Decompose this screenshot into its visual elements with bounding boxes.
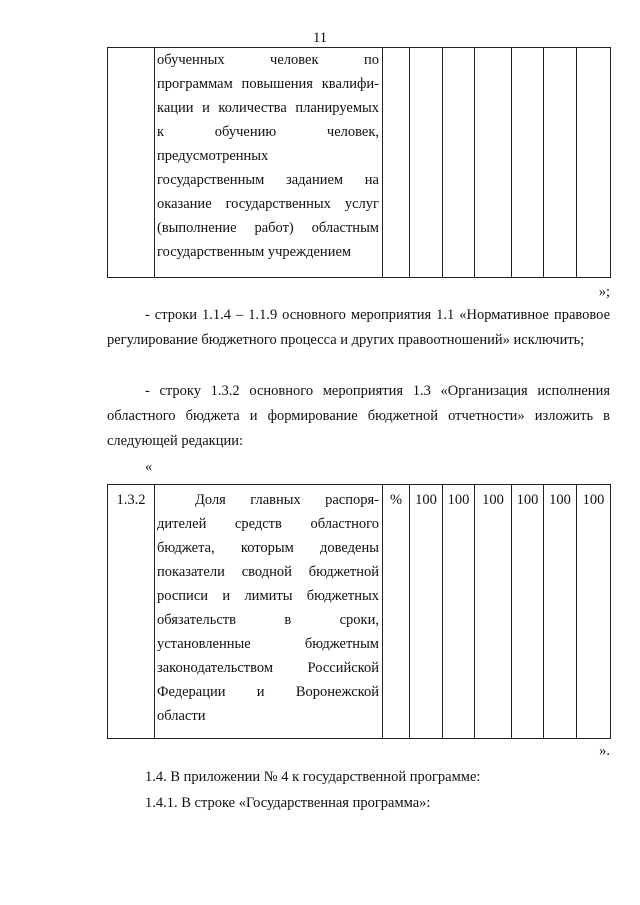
indicator-value: 100 [516,492,539,508]
description-line: дителей средств областного [157,516,379,532]
value-cell [443,485,475,739]
description-line: (выполнение работ) областным [157,220,379,236]
section-heading: 1.4. В приложении № 4 к государственной программе: [145,769,481,785]
indicator-description-cell [155,48,383,278]
description-line: установленные бюджетным [157,636,379,652]
description-line: области [157,708,206,724]
subsection-heading: 1.4.1. В строке «Государственная программа»: [145,795,431,811]
opening-quote: « [145,459,153,475]
indicator-value: 100 [415,492,437,508]
description-line: обязательств в сроки, [157,612,379,628]
description-line: кации и количества планируемых [157,100,379,116]
description-line: показатели сводной бюджетной [157,564,379,580]
value-cell [410,48,443,278]
value-cell [544,485,577,739]
description-line: Федерации и Воронежской [157,684,379,700]
unit-value: % [389,492,403,508]
value-cell [577,485,611,739]
indicator-value: 100 [482,492,504,508]
closing-quote: »; [598,284,610,300]
value-cell [512,485,544,739]
value-cell [475,48,512,278]
value-cell [475,485,512,739]
value-cell [512,48,544,278]
indicator-value: 100 [447,492,470,508]
unit-cell [383,48,410,278]
indicator-value: 100 [582,492,605,508]
value-cell [410,485,443,739]
description-line: росписи и лимиты бюджетных [157,588,379,604]
description-line: Доля главных распоря- [195,492,379,508]
description-line: обученных человек по [157,52,379,68]
row-number-cell: 1.3.2 [108,485,155,739]
value-cell [544,48,577,278]
program-table-fragment [107,47,611,278]
description-line: оказание государственных услуг [157,196,379,212]
indicator-table [107,484,611,739]
page-number: 11 [313,30,327,46]
value-cell [443,48,475,278]
paragraph-replace-row: - строку 1.3.2 основного мероприятия 1.3 «Организация исполнения областного бюджета и формирование бюджетной отчетности» изложить в следующей редакции: [107,383,610,449]
description-line: законодательством Российской [157,660,379,676]
indicator-value: 100 [549,492,571,508]
description-line: государственным заданием на [157,172,379,188]
description-line: бюджета, которым доведены [157,540,379,556]
value-cell [577,48,611,278]
description-line: государственным учреждением [157,244,352,260]
paragraph-exclude-rows: - строки 1.1.4 – 1.1.9 основного мероприятия 1.1 «Нормативное правовое регулирование бюджетного процесса и других правоотношений» исключить; [107,307,610,348]
closing-quote: ». [599,743,610,759]
description-line: предусмотренных [157,148,269,164]
indicator-description-cell [155,485,383,739]
unit-cell [383,485,410,739]
description-line: к обучению человек, [157,124,379,140]
description-line: программам повышения квалифи- [157,76,379,92]
row-number-cell [108,48,155,278]
